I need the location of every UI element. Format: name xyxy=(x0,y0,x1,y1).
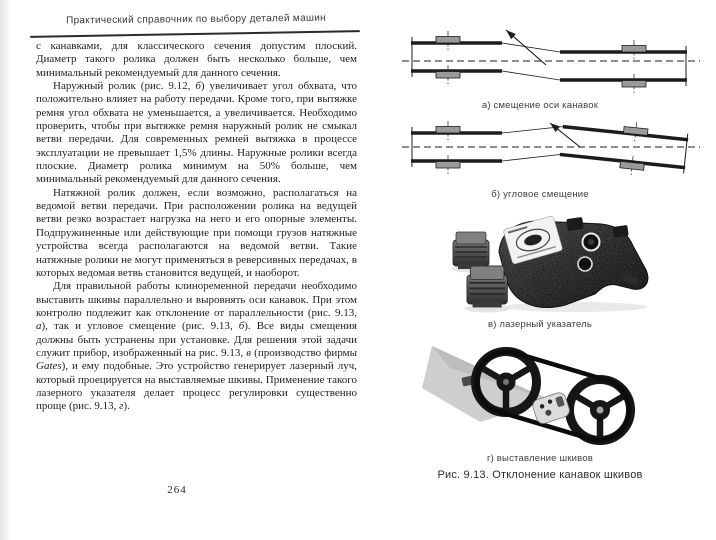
paragraph: с канавками, для классического сечения допустим плоский. Диаметр такого ролика должен быть несколько больше, чем минимальный рекомендуемый для данного сечения. xyxy=(36,40,357,79)
magnetic-target-2 xyxy=(465,266,510,312)
header-rule xyxy=(30,30,360,37)
running-header: Практический справочник по выбору деталей машин xyxy=(65,12,327,27)
fig-g-pulley-alignment-photo xyxy=(388,336,666,450)
text-block xyxy=(36,40,357,414)
fig-b-angular-offset-diagram xyxy=(398,116,704,186)
paragraph: Наружный ролик (рис. 9.12, б) увеличивает угол обхвата, что положительно влияет на работу передачи. Кроме того, при вытяжке ремня угол обхвата не уменьшается, а увеличивается. Необходимо проверить, чтобы при вытяжке ремня наружный ролик не смыкал ветви передачи. Для современных ремней вытяжка в процессе эксплуатации не превышает 1,5% длины. Наружные ролики всегда плоские. Диаметр ролика минимум на 50% больше, чем минимальный рекомендуемый для данного сечения. xyxy=(36,80,357,186)
page-number: 264 xyxy=(167,484,187,496)
fig-a-caption: а) смещение оси канавок xyxy=(481,100,599,111)
paragraph: Для правильной работы клиноременной передачи необходимо выставить шкивы параллельно и выровнять оси канавок. При этом контролю подлежит как отклонение от параллельности (рис. 9.13, а), так и угловое смещение (рис. 9.13, б). Все виды смещения должны быть устранены при установке. Для решения этой задачи служит прибор, изображенный на рис. 9.13, в (производство фирмы Gates), и ему подобные. Это устройство генерирует лазерный луч, который проецируется на выставляемые шкивы. Применение такого лазерного указателя делает процесс регулировки существенно проще (рис. 9.13, г). xyxy=(36,280,357,413)
tilted-pulley xyxy=(559,116,690,181)
fig-v-caption: в) лазерный указатель xyxy=(487,319,593,330)
page-edge-shading xyxy=(0,0,12,540)
fig-v-laser-pointer-photo xyxy=(415,212,665,316)
paragraph: Натяжной ролик должен, если возможно, располагаться на ведомой ветви передачи. При расположении ролика на ведущей ветви резко возрастает нагрузка на него и его опорные элементы. Подпружиненные или действующие при помощи грузов натяжные устройства всегда располагаются на ведомой ветви. Такие натяжные ролики не могут применяться в реверсивных передачах, в которых ведомая ветвь становится ведущей, и наоборот. xyxy=(36,186,357,279)
figure-main-caption: Рис. 9.13. Отклонение канавок шкивов xyxy=(437,469,643,481)
device-shadow xyxy=(503,302,647,312)
fig-g-caption: г) выставление шкивов xyxy=(486,453,594,464)
fig-b-caption: б) угловое смещение xyxy=(491,189,589,200)
fig-a-groove-axis-offset-diagram xyxy=(398,24,704,98)
